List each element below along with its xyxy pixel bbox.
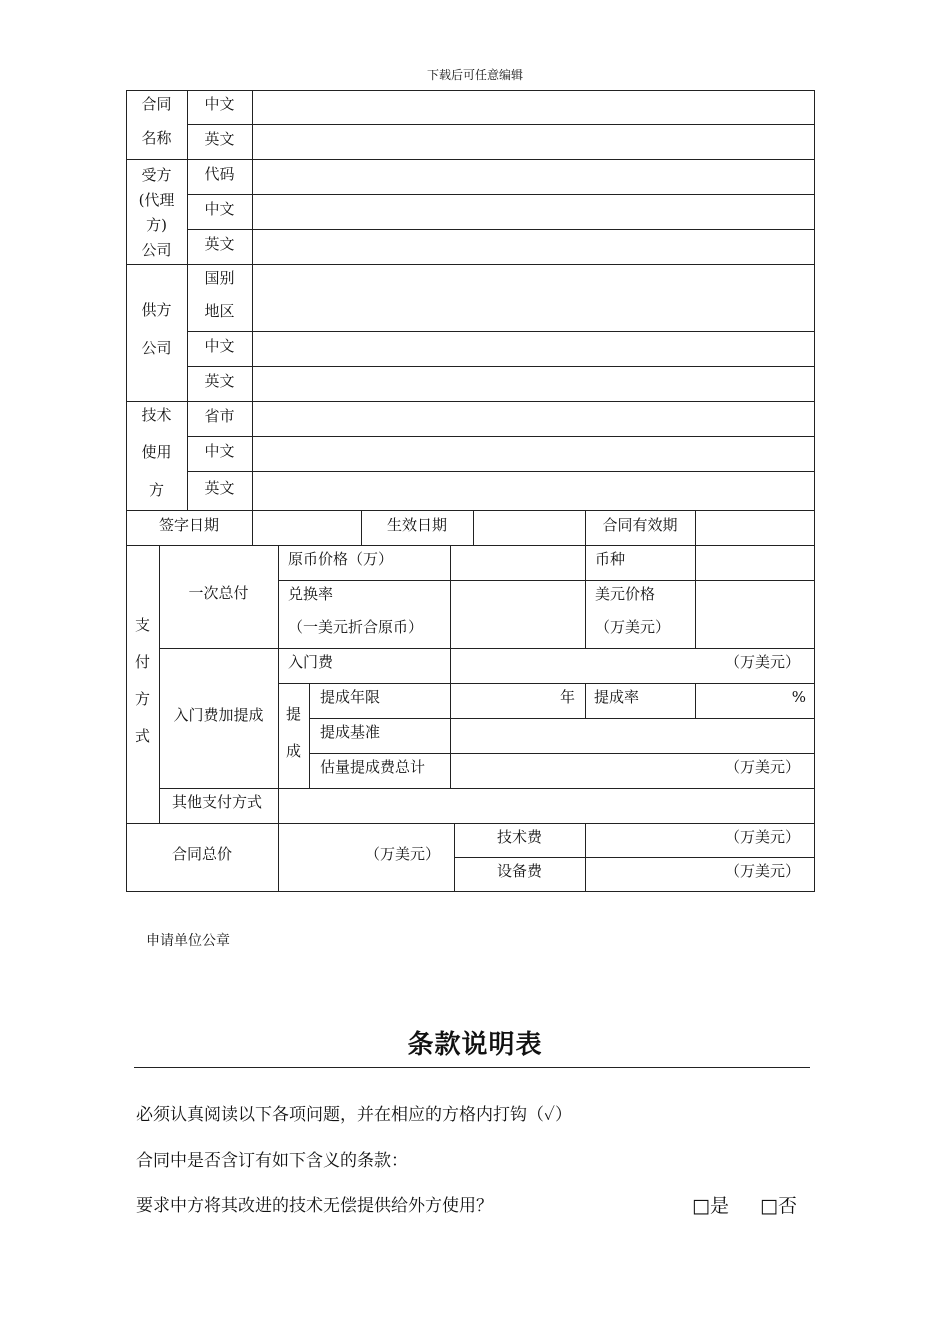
- validity-label: 合同有效期: [602, 516, 678, 534]
- table-rule: [278, 683, 815, 684]
- tech-user-label: 使用: [141, 443, 172, 461]
- tech-fee-unit: （万美元）: [724, 828, 800, 846]
- table-rule: [585, 683, 586, 718]
- payment-method-label: 式: [134, 727, 150, 745]
- est-royalty-total-label: 估量提成费总计: [320, 758, 426, 776]
- clause-title: 条款说明表: [407, 1030, 543, 1060]
- receiver-label: (代理: [138, 191, 175, 209]
- chinese-label: 中文: [204, 200, 235, 218]
- table-rule: [187, 366, 815, 367]
- table-rule: [695, 545, 696, 648]
- question-1: 要求中方将其改进的技术无偿提供给外方使用？: [136, 1196, 493, 1216]
- table-rule: [309, 683, 310, 788]
- stamp-label: 申请单位公章: [146, 933, 230, 949]
- table-rule: [159, 648, 815, 649]
- english-label: 英文: [204, 479, 235, 497]
- equipment-fee-unit: （万美元）: [724, 862, 800, 880]
- sign-date-label: 签字日期: [158, 516, 219, 534]
- payment-method-label: 方: [134, 690, 150, 708]
- province-city-label: 省市: [204, 407, 235, 425]
- supplier-label: 供方: [141, 301, 172, 319]
- other-payment-label: 其他支付方式: [172, 793, 263, 811]
- usd-price-label: 美元价格: [595, 585, 656, 603]
- effective-date-label: 生效日期: [386, 516, 447, 534]
- contract-name-label: 合同: [141, 95, 172, 113]
- table-rule: [126, 264, 815, 265]
- table-rule: [187, 229, 815, 230]
- original-price-label: 原币价格（万）: [288, 550, 394, 568]
- percent-unit: %: [791, 688, 806, 706]
- tech-user-label: 方: [148, 481, 164, 499]
- payment-method-label: 支: [134, 616, 150, 634]
- royalty-label: 提: [285, 705, 301, 723]
- english-label: 英文: [204, 130, 235, 148]
- table-rule: [187, 471, 815, 472]
- table-rule: [278, 580, 815, 581]
- title-underline: [134, 1067, 810, 1068]
- option-yes-checkbox[interactable]: □是: [692, 1195, 729, 1217]
- contract-total-label: 合同总价: [171, 845, 232, 863]
- table-rule: [187, 331, 815, 332]
- table-rule: [695, 683, 696, 718]
- table-rule: [450, 545, 451, 648]
- entry-fee-unit: （万美元）: [724, 653, 800, 671]
- chinese-label: 中文: [204, 95, 235, 113]
- year-unit: 年: [559, 688, 575, 706]
- table-rule: [126, 510, 815, 511]
- currency-label: 币种: [595, 550, 626, 568]
- tech-user-label: 技术: [141, 406, 172, 424]
- region-label: 地区: [204, 302, 235, 320]
- table-rule: [309, 718, 815, 719]
- table-rule: [187, 436, 815, 437]
- chinese-label: 中文: [204, 442, 235, 460]
- receiver-label: 方): [146, 216, 167, 234]
- table-rule: [309, 753, 815, 754]
- entry-fee-label: 入门费: [288, 653, 334, 671]
- table-rule: [187, 194, 815, 195]
- option-no-checkbox[interactable]: □否: [760, 1195, 797, 1217]
- english-label: 英文: [204, 372, 235, 390]
- supplier-label: 公司: [141, 339, 172, 357]
- instruction-text: 必须认真阅读以下各项问题，并在相应的方格内打钩（✓）: [136, 1105, 572, 1125]
- chinese-label: 中文: [204, 337, 235, 355]
- table-rule: [252, 90, 253, 545]
- table-rule: [695, 510, 696, 545]
- royalty-label: 成: [285, 742, 301, 760]
- contract-name-label: 名称: [141, 129, 172, 147]
- exchange-rate-label: 兑换率: [288, 585, 334, 603]
- royalty-rate-label: 提成率: [594, 688, 640, 706]
- equipment-fee-label: 设备费: [496, 862, 542, 880]
- english-label: 英文: [204, 235, 235, 253]
- table-rule: [585, 545, 586, 648]
- lump-sum-label: 一次总付: [188, 584, 249, 602]
- table-rule: [454, 857, 815, 858]
- table-rule: [473, 510, 474, 545]
- table-rule: [126, 545, 815, 546]
- table-rule: [126, 823, 815, 824]
- royalty-years-label: 提成年限: [320, 688, 381, 706]
- table-rule: [126, 401, 815, 402]
- question-intro: 合同中是否含订有如下含义的条款：: [136, 1151, 408, 1171]
- entry-plus-royalty-label: 入门费加提成: [173, 706, 264, 724]
- code-label: 代码: [204, 165, 235, 183]
- country-label: 国别: [204, 269, 235, 287]
- tech-fee-label: 技术费: [496, 828, 542, 846]
- payment-method-label: 付: [134, 653, 150, 671]
- table-rule: [585, 823, 586, 892]
- est-royalty-unit: （万美元）: [724, 758, 800, 776]
- table-rule: [159, 788, 815, 789]
- contract-total-unit: （万美元）: [364, 845, 440, 863]
- receiver-label: 受方: [141, 166, 172, 184]
- royalty-base-label: 提成基准: [320, 723, 381, 741]
- exchange-note-label: （一美元折合原币）: [288, 618, 424, 636]
- usd-price-unit: （万美元）: [595, 618, 671, 636]
- header-note: 下载后可任意编辑: [426, 68, 523, 82]
- table-rule: [126, 159, 815, 160]
- table-rule: [450, 648, 451, 788]
- table-rule: [187, 124, 815, 125]
- receiver-label: 公司: [141, 241, 172, 259]
